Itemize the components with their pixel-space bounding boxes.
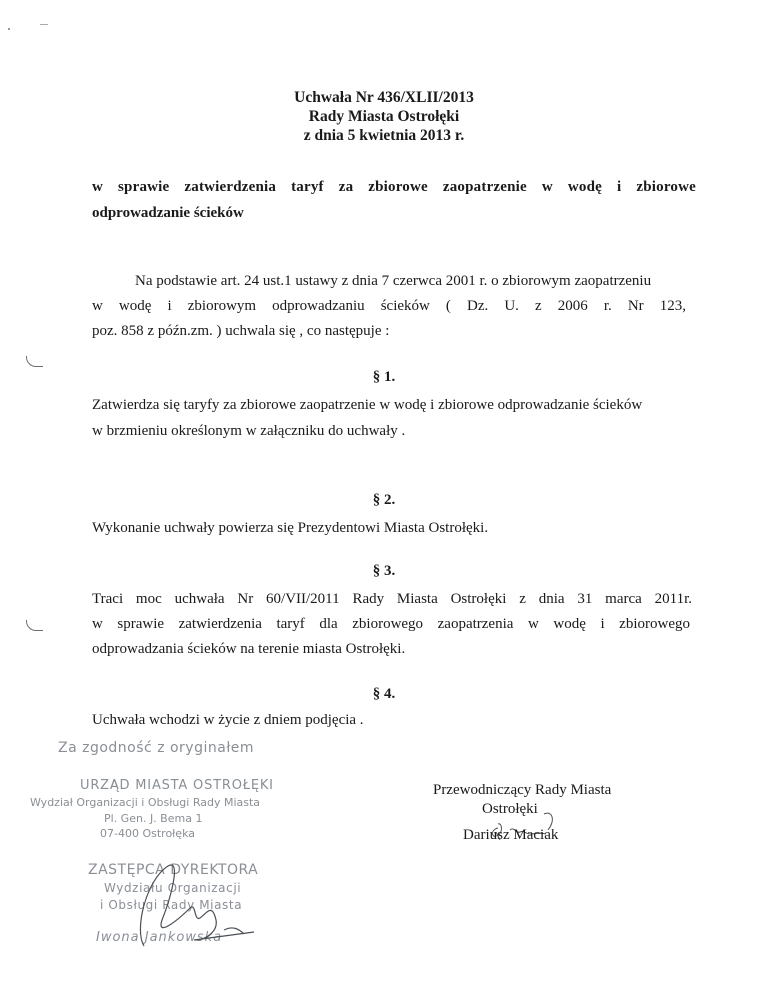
council-name: Rady Miasta Ostrołęki [308,108,460,125]
chairman-title-line-2: Ostrołęki [482,801,538,817]
office-stamp-line-3: Pl. Gen. J. Bema 1 [104,812,203,825]
section-1-line-2: w brzmieniu określonym w załączniku do uchwały . [92,423,406,439]
preamble-line-2: w wodę i zbiorowym odprowadzaniu ścieków ( Dz. U. z 2006 r. Nr 123, [92,298,686,314]
section-2-heading: § 2. [372,492,396,508]
section-1-heading: § 1. [372,369,396,385]
office-stamp-line-4: 07-400 Ostrołęka [100,827,195,840]
deputy-stamp-line-1: ZASTĘPCA DYREKTORA [88,862,259,878]
resolution-date: z dnia 5 kwietnia 2013 r. [303,127,465,144]
section-4-line-1: Uchwała wchodzi w życie z dniem podjęcia . [92,712,364,728]
preamble-line-1: Na podstawie art. 24 ust.1 ustawy z dnia 7 czerwca 2001 r. o zbiorowym zaopatrzeniu [135,273,652,289]
section-3-heading: § 3. [372,563,396,579]
deputy-stamp-name: Iwona Jankowska [96,930,223,945]
chairman-name: Dariusz Maciak [463,827,559,843]
deputy-stamp-line-3: i Obsługi Rady Miasta [100,898,243,912]
subject-line-1: w sprawie zatwierdzenia taryf za zbiorowe zaopatrzenie w wodę i zbiorowe [92,179,696,195]
office-stamp-line-1: URZĄD MIASTA OSTROŁĘKI [80,778,274,793]
handwritten-signature-deputy [104,860,264,956]
section-3-line-2: w sprawie zatwierdzenia taryf dla zbiorowego zaopatrzenia w wodę i zbiorowego [92,616,690,632]
conformity-stamp: Za zgodność z oryginałem [58,740,255,756]
section-3-line-3: odprowadzania ścieków na terenie miasta Ostrołęki. [92,641,406,657]
office-stamp-line-2: Wydział Organizacji i Obsługi Rady Miasta [30,796,261,809]
scan-artifact [8,28,10,30]
resolution-number: Uchwała Nr 436/XLII/2013 [294,89,474,106]
section-3-line-1: Traci moc uchwała Nr 60/VII/2011 Rady Miasta Ostrołęki z dnia 31 marca 2011r. [92,591,692,607]
section-1-line-1: Zatwierdza się taryfy za zbiorowe zaopatrzenie w wodę i zbiorowe odprowadzanie ścieków [92,397,643,413]
subject-line-2: odprowadzanie ścieków [92,205,244,221]
deputy-stamp-line-2: Wydziału Organizacji [104,881,242,895]
section-4-heading: § 4. [372,686,396,702]
margin-mark [26,620,43,631]
preamble-line-3: poz. 858 z późn.zm. ) uchwala się , co następuje : [92,323,390,339]
scan-artifact [40,24,48,25]
section-2-line-1: Wykonanie uchwały powierza się Prezydentowi Miasta Ostrołęki. [92,520,489,536]
margin-mark [26,356,43,367]
chairman-title-line-1: Przewodniczący Rady Miasta [433,782,612,798]
